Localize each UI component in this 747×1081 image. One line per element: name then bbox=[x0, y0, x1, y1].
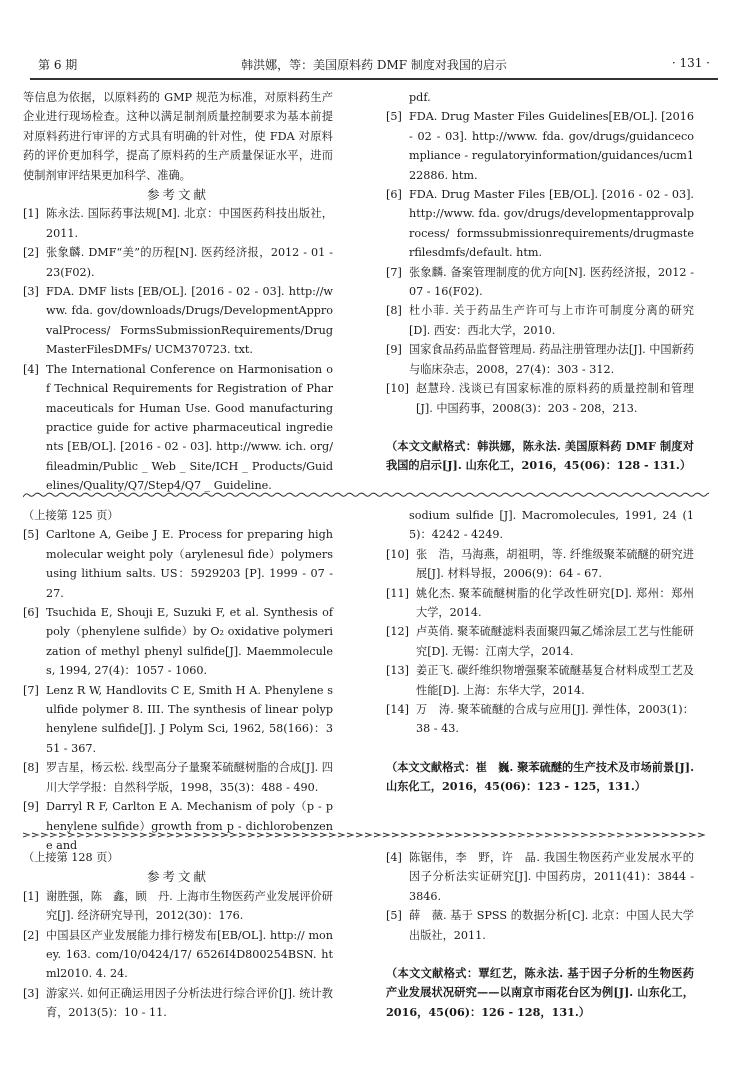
reference-text: 罗吉星，杨云松. 线型高分子量聚苯硫醚树脂的合成[J]. 四川大学学报：自然科学版，1998，35(3)：488 - 490. bbox=[46, 761, 333, 794]
reference-number: [8] bbox=[23, 761, 39, 775]
reference-text: 赵慧玲. 浅谈已有国家标准的原料药的质量控制和管理[J]. 中国药事，2008(3)：203 - 208，213. bbox=[416, 382, 694, 415]
article3-references-title: 参考文献 bbox=[146, 869, 209, 885]
article2-right-column bbox=[386, 506, 694, 797]
section-separator-chevron bbox=[23, 830, 709, 840]
reference-item bbox=[23, 758, 333, 797]
reference-text: 薛 薇. 基于 SPSS 的数据分析[C]. 北京：中国人民大学出版社，2011. bbox=[409, 909, 694, 942]
reference-number: [3] bbox=[23, 285, 39, 299]
reference-number: [2] bbox=[23, 246, 39, 260]
reference-item bbox=[386, 263, 694, 302]
reference-number: [4] bbox=[23, 362, 39, 376]
reference-number: [1] bbox=[23, 207, 39, 221]
reference-text: 谢胜强，陈 鑫，顾 丹. 上海市生物医药产业发展评价研究[J]. 经济研究导刊，2012(30)：176. bbox=[46, 889, 333, 923]
reference-continuation bbox=[386, 506, 694, 545]
chevron-line bbox=[23, 830, 709, 840]
reference-text: 中国县区产业发展能力排行榜发布[EB/OL]. http:// money. 163. com/10/0424/17/ 6526I4D800254BSN. html2010. 4. 24. bbox=[46, 928, 333, 981]
reference-item bbox=[23, 887, 333, 926]
reference-number: [7] bbox=[386, 265, 402, 279]
reference-item bbox=[386, 906, 694, 945]
reference-number: [11] bbox=[386, 586, 409, 600]
reference-number: [4] bbox=[386, 851, 402, 864]
reference-number: [6] bbox=[23, 606, 39, 620]
reference-text: 杜小菲. 关于药品生产许可与上市许可制度分离的研究[D]. 西安：西北大学，2010. bbox=[409, 304, 694, 337]
reference-item bbox=[23, 204, 333, 243]
reference-number: [10] bbox=[386, 382, 409, 396]
reference-text: 陈锯伟，李 野，许 晶. 我国生物医药产业发展水平的因子分析法实证研究[J]. 中国药房，2011(41)：3844 - 3846. bbox=[409, 851, 694, 903]
reference-number: [2] bbox=[23, 928, 39, 942]
reference-text: 姜正飞. 碳纤维织物增强聚苯硫醚基复合材料成型工艺及性能[D]. 上海：东华大学，2014. bbox=[416, 664, 694, 697]
reference-text: pdf. bbox=[409, 91, 431, 104]
reference-number: [13] bbox=[386, 664, 409, 678]
reference-text: Lenz R W, Handlovits C E, Smith H A. Phenylene sulfide polymer 8. III. The synthesis of linear polyphenylene sulfide[J]. J Polym Sci, 1962, 58(166)：351 - 367. bbox=[46, 683, 333, 755]
wave-line bbox=[23, 491, 709, 501]
reference-item bbox=[386, 107, 694, 185]
reference-number: [5] bbox=[386, 909, 402, 923]
article3-left-column bbox=[23, 848, 333, 1023]
reference-number: [5] bbox=[23, 528, 39, 542]
reference-number: [3] bbox=[23, 986, 39, 1000]
article1-citation: （本文文献格式：韩洪娜，陈永法. 美国原料药 DMF 制度对我国的启示[J]. 山东化工，2016，45(06)：128 - 131.） bbox=[386, 438, 694, 473]
reference-number: [8] bbox=[386, 304, 402, 318]
article3-right-column bbox=[386, 848, 694, 1022]
reference-item bbox=[386, 661, 694, 700]
reference-text: 陈永法. 国际药事法规[M]. 北京：中国医药科技出版社，2011. bbox=[46, 207, 333, 240]
reference-item bbox=[23, 797, 333, 855]
reference-number: [14] bbox=[386, 703, 409, 717]
reference-text: FDA. Drug Master Files Guidelines[EB/OL]. [2016 - 02 - 03]. http://www. fda. gov/drugs/guidancecompliance - regulatoryinformation/guidances/ucm122886. htm. bbox=[409, 110, 694, 182]
reference-number: [6] bbox=[386, 188, 402, 202]
article1-body-text: 等信息为依据，以原料药的 GMP 规范为标准，对原料药生产企业进行现场检查。这种以满足制剂质量控制要求为基本前提对原料药进行审评的方式具有明确的针对性，使 FDA 对原料药的评价更加科学，提高了原料药的生产质量保证水平，进而使制剂审评结果更加科学、准确。 bbox=[23, 91, 333, 182]
reference-item bbox=[386, 584, 694, 623]
reference-text: 张象麟. 备案管理制度的优方向[N]. 医药经济报，2012 - 07 - 16(F02). bbox=[409, 265, 694, 299]
reference-item bbox=[23, 243, 333, 282]
reference-number: [12] bbox=[386, 625, 409, 639]
running-title: 韩洪娜，等：美国原料药 DMF 制度对我国的启示 bbox=[241, 58, 507, 72]
page-number: · 131 · bbox=[671, 56, 710, 70]
reference-item bbox=[386, 340, 694, 379]
reference-item bbox=[23, 681, 333, 759]
article1-left-column bbox=[23, 88, 333, 496]
reference-text: The International Conference on Harmonisation of Technical Requirements for Registration of Pharmaceuticals for Human Use. Good manufacturing practice guide for active pharmaceutical ingredients [EB/OL]. [2016 - 02 - 03]. http://www. ich. org/fileadmin/Public _ Web _ Site/ICH _ Products/Guidelines/Quality/Q7/Step4/Q7 _ Guideline. bbox=[46, 362, 333, 493]
reference-number: [10] bbox=[386, 547, 409, 561]
reference-item bbox=[386, 185, 694, 263]
running-header bbox=[30, 56, 718, 74]
reference-number: [7] bbox=[23, 683, 39, 697]
reference-text: 张象麟. DMF“美”的历程[N]. 医药经济报，2012 - 01 - 23(F02). bbox=[46, 246, 333, 279]
article2-left-column bbox=[23, 506, 333, 855]
reference-text: FDA. DMF lists [EB/OL]. [2016 - 02 - 03]. http://www. fda. gov/downloads/Drugs/DevelopmentApprovalProcess/ FormsSubmissionRequirements/DrugMasterFilesDMFs/ UCM370723. txt. bbox=[46, 285, 333, 357]
article2-citation: （本文文献格式：崔 巍. 聚苯硫醚的生产技术及市场前景[J]. 山东化工，2016，45(06)：123 - 125，131.） bbox=[386, 759, 694, 794]
article1-right-column bbox=[386, 88, 694, 476]
reference-number: [9] bbox=[23, 800, 39, 814]
reference-item bbox=[386, 545, 694, 584]
reference-continuation bbox=[386, 88, 694, 107]
reference-text: sodium sulfide [J]. Macromolecules, 1991, 24 (15)：4242 - 4249. bbox=[409, 509, 694, 542]
reference-text: Tsuchida E, Shouji E, Suzuki F, et al. Synthesis of poly（phenylene sulfide）by O₂ oxidative polymerization of methyl phenyl sulfide[J]. Maemmolecules, 1994, 27(4)：1057 - 1060. bbox=[46, 606, 333, 678]
reference-text: 国家食品药品监督管理局. 药品注册管理办法[J]. 中国新药与临床杂志，2008，27(4)：303 - 312. bbox=[409, 343, 694, 376]
article1-references-title: 参考文献 bbox=[146, 187, 209, 203]
reference-text: Carltone A, Geibe J E. Process for preparing high molecular weight poly（arylenesul fide）polymers using lithium salts. US：5929203 [P]. 1999 - 07 - 27. bbox=[46, 528, 333, 600]
reference-item bbox=[386, 700, 694, 739]
issue-number: 第 6 期 bbox=[38, 58, 78, 72]
reference-item bbox=[23, 282, 333, 360]
header-rule bbox=[30, 78, 718, 80]
reference-item bbox=[386, 622, 694, 661]
reference-number: [5] bbox=[386, 110, 402, 124]
reference-number: [1] bbox=[23, 889, 39, 903]
reference-item bbox=[386, 301, 694, 340]
reference-item bbox=[23, 926, 333, 984]
section-separator-wave bbox=[23, 491, 709, 501]
reference-item bbox=[23, 984, 333, 1023]
continued-from-label: （上接第 125 页） bbox=[23, 509, 119, 522]
reference-text: 姚化杰. 聚苯硫醚树脂的化学改性研究[D]. 郑州：郑州大学，2014. bbox=[416, 586, 694, 620]
article3-citation: （本文文献格式：覃红艺，陈永法. 基于因子分析的生物医药产业发展状况研究——以南京市雨花台区为例[J]. 山东化工，2016，45(06)：126 - 128，131.） bbox=[386, 966, 694, 1019]
reference-text: FDA. Drug Master Files [EB/OL]. [2016 - 02 - 03]. http://www. fda. gov/drugs/developmentapprovalprocess/ formssubmissionrequirements/drugmasterfilesdmfs/default. htm. bbox=[409, 188, 694, 260]
reference-item bbox=[23, 525, 333, 603]
continued-from-label: （上接第 128 页） bbox=[23, 851, 119, 864]
reference-item bbox=[386, 379, 694, 418]
reference-text: 万 涛. 聚苯硫醚的合成与应用[J]. 弹性体，2003(1)：38 - 43. bbox=[416, 703, 694, 736]
reference-item bbox=[386, 848, 694, 906]
reference-text: Darryl R F, Carlton E A. Mechanism of poly（p - phenylene sulfide）growth from p - dichlorobenzene and bbox=[46, 800, 333, 852]
reference-text: 张 浩，马海燕，胡祖明，等. 纤维级聚苯硫醚的研究进展[J]. 材料导报，2006(9)：64 - 67. bbox=[416, 547, 694, 581]
reference-text: 游家兴. 如何正确运用因子分析法进行综合评价[J]. 统计教育，2013(5)：10 - 11. bbox=[46, 986, 333, 1020]
reference-number: [9] bbox=[386, 343, 402, 357]
reference-item bbox=[23, 360, 333, 496]
reference-text: 卢英俏. 聚苯硫醚滤料表面聚四氟乙烯涂层工艺与性能研究[D]. 无锡：江南大学，2014. bbox=[416, 625, 694, 658]
reference-item bbox=[23, 603, 333, 681]
